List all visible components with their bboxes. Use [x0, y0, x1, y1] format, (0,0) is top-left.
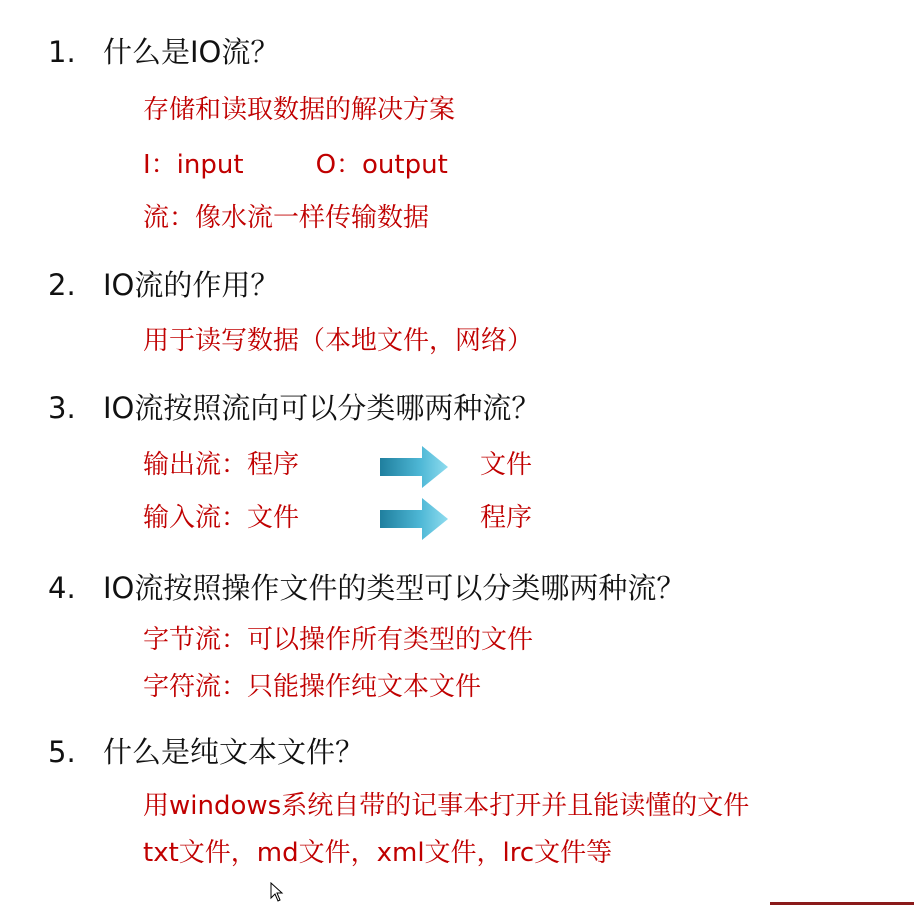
question-title: IO流按照操作文件的类型可以分类哪两种流？	[103, 571, 686, 605]
question-number: 1.	[48, 35, 76, 69]
question-title: 什么是IO流？	[103, 35, 280, 69]
answer-line: 输出流：程序	[143, 450, 300, 480]
answer-destination: 文件	[480, 450, 533, 480]
answer-line	[143, 149, 448, 181]
question-5	[48, 734, 364, 770]
answer-destination: 程序	[480, 503, 533, 533]
question-number: 5.	[48, 735, 76, 769]
answer-line: 字符流：只能操作纯文本文件	[143, 672, 482, 702]
answer-line: 存储和读取数据的解决方案	[143, 95, 456, 125]
output-def: O：output	[315, 150, 448, 180]
answer-line: 输入流：文件	[143, 503, 300, 533]
question-4	[48, 570, 685, 606]
question-number: 4.	[48, 571, 76, 605]
arrow-right-icon	[378, 497, 450, 541]
question-title: 什么是纯文本文件？	[103, 735, 365, 769]
arrow-right-icon	[378, 445, 450, 489]
question-3	[48, 390, 540, 426]
input-def: I：input	[143, 150, 244, 180]
answer-line: 流：像水流一样传输数据	[143, 203, 430, 233]
mouse-cursor-icon	[270, 882, 284, 902]
question-1	[48, 34, 279, 70]
question-title: IO流按照流向可以分类哪两种流？	[103, 391, 541, 425]
question-title: IO流的作用？	[103, 268, 280, 302]
decorative-bar	[770, 902, 914, 905]
question-number: 3.	[48, 391, 76, 425]
answer-line: 字节流：可以操作所有类型的文件	[143, 625, 534, 655]
answer-line: 用windows系统自带的记事本打开并且能读懂的文件	[143, 791, 750, 821]
answer-line: 用于读写数据（本地文件，网络）	[143, 326, 534, 356]
question-number: 2.	[48, 268, 76, 302]
answer-line: txt文件，md文件，xml文件，lrc文件等	[143, 838, 613, 868]
question-2	[48, 267, 279, 303]
